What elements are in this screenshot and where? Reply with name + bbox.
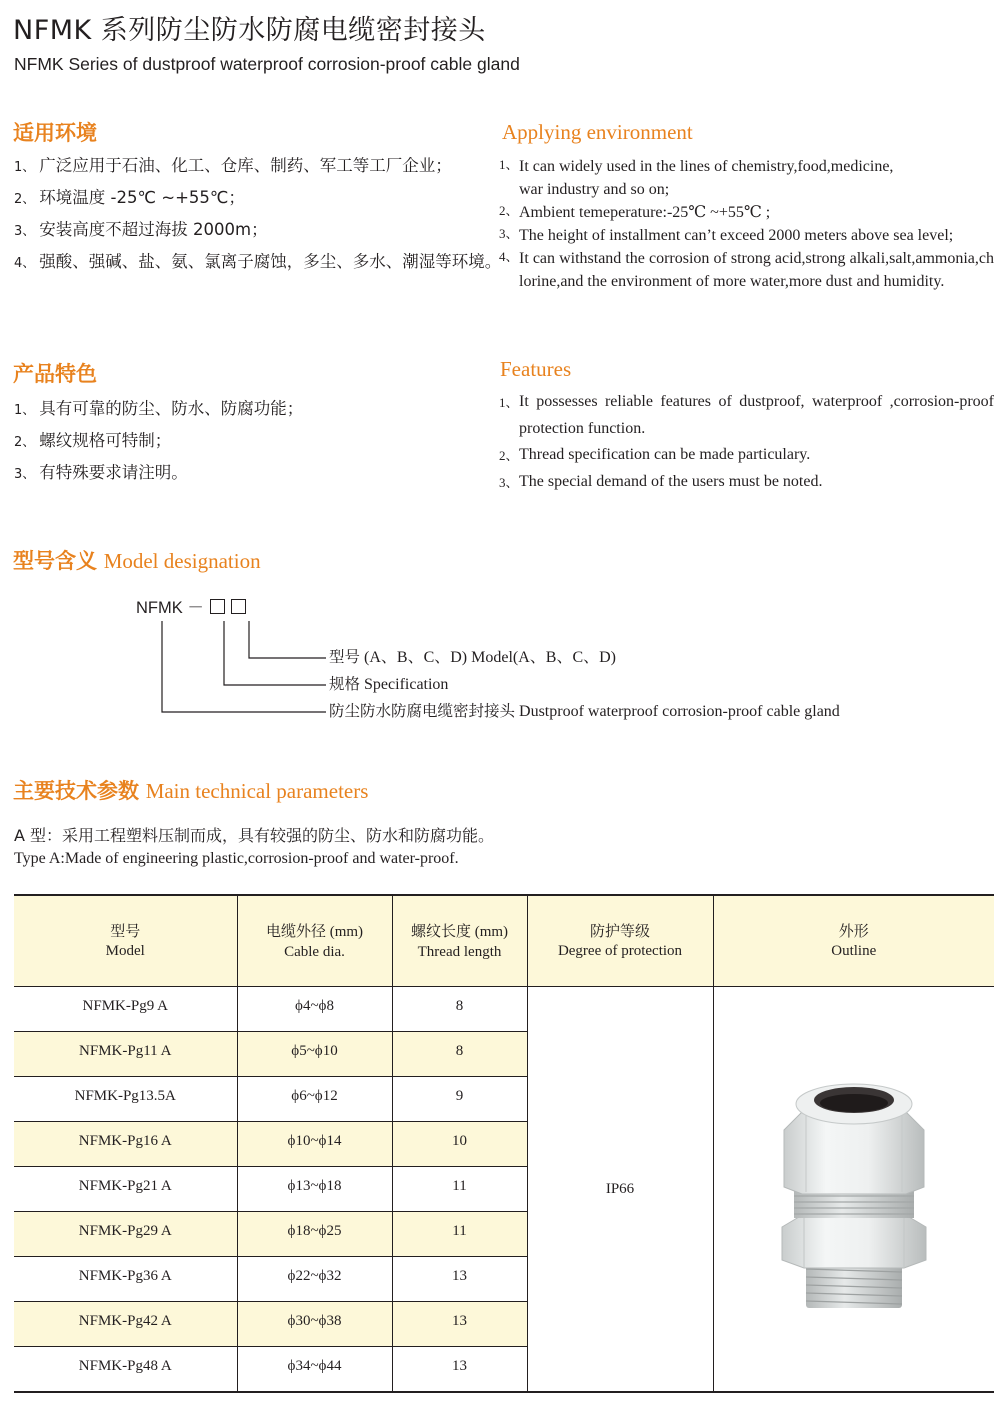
cell-thread-length: 13 xyxy=(392,1347,527,1393)
header-outline: 外形 Outline xyxy=(713,895,994,987)
environment-item-en-1: 1、 It can widely used in the lines of chemistry,food,medicine, war industry and so on; xyxy=(499,157,894,198)
model-line-spec: 规格 Specification xyxy=(329,675,449,693)
cell-thread-length: 9 xyxy=(392,1077,527,1122)
cell-model: NFMK-Pg42 A xyxy=(14,1302,237,1347)
cell-model: NFMK-Pg11 A xyxy=(14,1032,237,1077)
cell-cable-dia: ϕ18~ϕ25 xyxy=(237,1212,392,1257)
features-heading-cn: 产品特色 xyxy=(13,362,97,386)
environment-item-en-2: 2、 Ambient temeperature:-25℃ ~+55℃ ; xyxy=(499,203,771,221)
type-a-description-en: Type A:Made of engineering plastic,corrosion-proof and water-proof. xyxy=(14,850,459,867)
connector-line-type xyxy=(249,621,326,658)
cell-protection: IP66 xyxy=(527,987,713,1393)
cell-thread-length: 10 xyxy=(392,1122,527,1167)
header-protection: 防护等级 Degree of protection xyxy=(527,895,713,987)
environment-heading-en: Applying environment xyxy=(502,120,693,144)
header-cable-dia: 电缆外径 (mm) Cable dia. xyxy=(237,895,392,987)
environment-item-en-4: 4、 It can withstand the corrosion of strong acid,strong alkali,salt,ammonia,chlorine,and the environment of more water,more dust and humidity. xyxy=(499,249,994,290)
table-header-row xyxy=(14,895,994,987)
cell-thread-length: 13 xyxy=(392,1302,527,1347)
cell-cable-dia: ϕ10~ϕ14 xyxy=(237,1122,392,1167)
page-title-en: NFMK Series of dustproof waterproof corrosion-proof cable gland xyxy=(14,54,520,74)
cell-cable-dia: ϕ30~ϕ38 xyxy=(237,1302,392,1347)
features-item-cn-1: 1、 具有可靠的防尘、防水、防腐功能； xyxy=(14,399,304,418)
features-item-en-2: 2、 Thread specification can be made particulary. xyxy=(499,446,811,463)
cable-gland-photo xyxy=(764,1082,944,1312)
cell-cable-dia: ϕ34~ϕ44 xyxy=(237,1347,392,1393)
cell-model: NFMK-Pg36 A xyxy=(14,1257,237,1302)
cell-cable-dia: ϕ22~ϕ32 xyxy=(237,1257,392,1302)
model-line-type: 型号 (A、B、C、D) Model(A、B、C、D) xyxy=(329,648,617,666)
features-item-cn-3: 3、 有特殊要求请注明。 xyxy=(14,463,188,482)
type-a-description-cn: A 型：采用工程塑料压制而成，具有较强的防尘、防水和防腐功能。 xyxy=(14,826,495,845)
model-line-gland: 防尘防水防腐电缆密封接头 Dustproof waterproof corrosion-proof cable gland xyxy=(329,702,840,720)
cell-model: NFMK-Pg29 A xyxy=(14,1212,237,1257)
page-title-cn: NFMK 系列防尘防水防腐电缆密封接头 xyxy=(13,15,486,46)
header-thread-length: 螺纹长度 (mm) Thread length xyxy=(392,895,527,987)
environment-item-en-3: 3、 The height of installment can’t exceed 2000 meters above sea level; xyxy=(499,226,954,244)
cell-model: NFMK-Pg13.5A xyxy=(14,1077,237,1122)
features-heading-en: Features xyxy=(500,357,572,381)
cell-thread-length: 8 xyxy=(392,1032,527,1077)
cell-model: NFMK-Pg21 A xyxy=(14,1167,237,1212)
cell-thread-length: 11 xyxy=(392,1212,527,1257)
table-row xyxy=(14,987,994,1032)
cell-thread-length: 8 xyxy=(392,987,527,1032)
connector-line-gland xyxy=(162,621,326,712)
cell-model: NFMK-Pg48 A xyxy=(14,1347,237,1393)
technical-heading: 主要技术参数 Main technical parameters xyxy=(13,779,369,803)
environment-heading-cn: 适用环境 xyxy=(13,121,97,145)
features-item-en-1: 1、 It possesses reliable features of dustproof, waterproof ,corrosion-proof protection function. xyxy=(499,393,994,437)
features-item-en-3: 3、 The special demand of the users must be noted. xyxy=(499,473,823,490)
cell-cable-dia: ϕ13~ϕ18 xyxy=(237,1167,392,1212)
environment-item-cn-3: 3、 安装高度不超过海拔 2000m； xyxy=(14,220,268,239)
environment-item-cn-4: 4、 强酸、强碱、盐、氨、氯离子腐蚀，多尘、多水、潮湿等环境。 xyxy=(14,252,502,271)
cell-cable-dia: ϕ4~ϕ8 xyxy=(237,987,392,1032)
cell-model: NFMK-Pg16 A xyxy=(14,1122,237,1167)
cell-thread-length: 13 xyxy=(392,1257,527,1302)
header-model: 型号 Model xyxy=(14,895,237,987)
cell-outline xyxy=(713,987,994,1393)
model-code: NFMK － xyxy=(136,598,246,618)
cell-cable-dia: ϕ5~ϕ10 xyxy=(237,1032,392,1077)
features-item-cn-2: 2、 螺纹规格可特制； xyxy=(14,431,172,450)
parameters-table xyxy=(14,894,994,1393)
connector-line-spec xyxy=(224,621,326,685)
environment-item-cn-2: 2、 环境温度 -25℃ ~+55℃； xyxy=(14,188,245,207)
cell-thread-length: 11 xyxy=(392,1167,527,1212)
model-designation-heading: 型号含义 Model designation xyxy=(13,549,261,573)
cell-model: NFMK-Pg9 A xyxy=(14,987,237,1032)
cell-cable-dia: ϕ6~ϕ12 xyxy=(237,1077,392,1122)
environment-item-cn-1: 1、 广泛应用于石油、化工、仓库、制药、军工等工厂企业； xyxy=(14,156,452,175)
